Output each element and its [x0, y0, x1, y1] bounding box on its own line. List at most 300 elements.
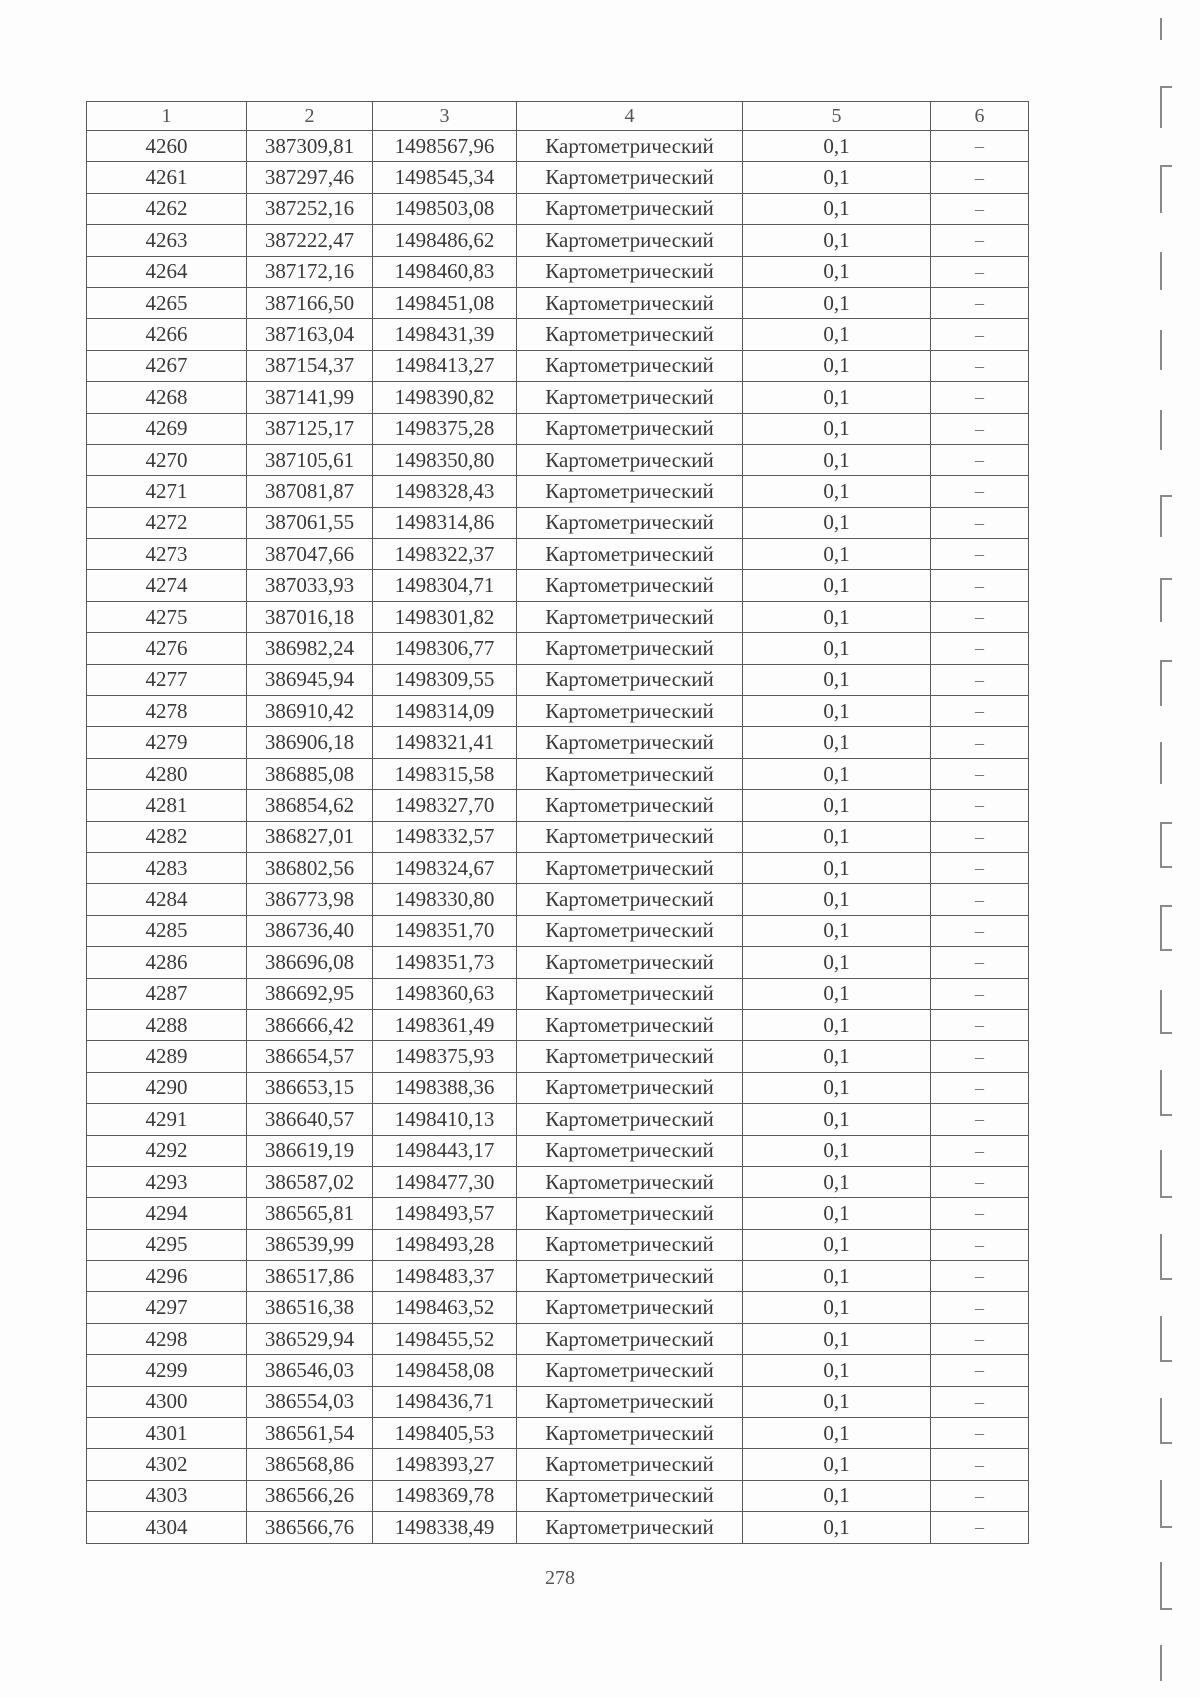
description-cell: –	[931, 444, 1029, 475]
x-coordinate-cell: 386539,99	[247, 1229, 373, 1260]
x-coordinate-cell: 386982,24	[247, 633, 373, 664]
method-cell: Картометрический	[517, 727, 743, 758]
table-row	[87, 1449, 1029, 1480]
table-row	[87, 633, 1029, 664]
accuracy-cell: 0,1	[743, 382, 931, 413]
point-number-cell: 4291	[87, 1104, 247, 1135]
column-header-3: 3	[373, 102, 517, 131]
accuracy-cell: 0,1	[743, 256, 931, 287]
point-number-cell: 4297	[87, 1292, 247, 1323]
method-cell: Картометрический	[517, 601, 743, 632]
y-coordinate-cell: 1498301,82	[373, 601, 517, 632]
y-coordinate-cell: 1498375,93	[373, 1041, 517, 1072]
y-coordinate-cell: 1498351,73	[373, 947, 517, 978]
description-cell: –	[931, 601, 1029, 632]
point-number-cell: 4298	[87, 1323, 247, 1354]
method-cell: Картометрический	[517, 507, 743, 538]
column-header-5: 5	[743, 102, 931, 131]
table-row	[87, 1261, 1029, 1292]
y-coordinate-cell: 1498322,37	[373, 539, 517, 570]
method-cell: Картометрический	[517, 570, 743, 601]
x-coordinate-cell: 386561,54	[247, 1418, 373, 1449]
method-cell: Картометрический	[517, 1261, 743, 1292]
point-number-cell: 4270	[87, 444, 247, 475]
description-cell: –	[931, 507, 1029, 538]
accuracy-cell: 0,1	[743, 1480, 931, 1511]
binding-mark	[1160, 1234, 1172, 1280]
point-number-cell: 4296	[87, 1261, 247, 1292]
method-cell: Картометрический	[517, 633, 743, 664]
y-coordinate-cell: 1498393,27	[373, 1449, 517, 1480]
accuracy-cell: 0,1	[743, 287, 931, 318]
method-cell: Картометрический	[517, 382, 743, 413]
x-coordinate-cell: 386802,56	[247, 852, 373, 883]
description-cell: –	[931, 1041, 1029, 1072]
accuracy-cell: 0,1	[743, 1166, 931, 1197]
y-coordinate-cell: 1498314,86	[373, 507, 517, 538]
method-cell: Картометрический	[517, 1512, 743, 1543]
method-cell: Картометрический	[517, 131, 743, 162]
accuracy-cell: 0,1	[743, 193, 931, 224]
accuracy-cell: 0,1	[743, 1135, 931, 1166]
method-cell: Картометрический	[517, 1104, 743, 1135]
description-cell: –	[931, 884, 1029, 915]
y-coordinate-cell: 1498390,82	[373, 382, 517, 413]
table-row	[87, 444, 1029, 475]
method-cell: Картометрический	[517, 1449, 743, 1480]
method-cell: Картометрический	[517, 821, 743, 852]
table-row	[87, 162, 1029, 193]
point-number-cell: 4300	[87, 1386, 247, 1417]
table-row	[87, 1386, 1029, 1417]
method-cell: Картометрический	[517, 1480, 743, 1511]
point-number-cell: 4266	[87, 319, 247, 350]
description-cell: –	[931, 570, 1029, 601]
y-coordinate-cell: 1498315,58	[373, 758, 517, 789]
table-row	[87, 696, 1029, 727]
table-row	[87, 1355, 1029, 1386]
y-coordinate-cell: 1498567,96	[373, 131, 517, 162]
description-cell: –	[931, 1418, 1029, 1449]
accuracy-cell: 0,1	[743, 1512, 931, 1543]
accuracy-cell: 0,1	[743, 1323, 931, 1354]
description-cell: –	[931, 978, 1029, 1009]
table-row	[87, 915, 1029, 946]
y-coordinate-cell: 1498431,39	[373, 319, 517, 350]
point-number-cell: 4304	[87, 1512, 247, 1543]
x-coordinate-cell: 387252,16	[247, 193, 373, 224]
y-coordinate-cell: 1498388,36	[373, 1072, 517, 1103]
description-cell: –	[931, 758, 1029, 789]
point-number-cell: 4269	[87, 413, 247, 444]
y-coordinate-cell: 1498369,78	[373, 1480, 517, 1511]
y-coordinate-cell: 1498460,83	[373, 256, 517, 287]
point-number-cell: 4280	[87, 758, 247, 789]
description-cell: –	[931, 1292, 1029, 1323]
point-number-cell: 4301	[87, 1418, 247, 1449]
y-coordinate-cell: 1498545,34	[373, 162, 517, 193]
method-cell: Картометрический	[517, 1292, 743, 1323]
accuracy-cell: 0,1	[743, 350, 931, 381]
x-coordinate-cell: 386546,03	[247, 1355, 373, 1386]
x-coordinate-cell: 386529,94	[247, 1323, 373, 1354]
description-cell: –	[931, 633, 1029, 664]
x-coordinate-cell: 387172,16	[247, 256, 373, 287]
binding-mark	[1160, 330, 1172, 370]
binding-mark	[1160, 905, 1172, 951]
y-coordinate-cell: 1498332,57	[373, 821, 517, 852]
description-cell: –	[931, 1104, 1029, 1135]
y-coordinate-cell: 1498443,17	[373, 1135, 517, 1166]
point-number-cell: 4275	[87, 601, 247, 632]
accuracy-cell: 0,1	[743, 1261, 931, 1292]
y-coordinate-cell: 1498451,08	[373, 287, 517, 318]
accuracy-cell: 0,1	[743, 539, 931, 570]
method-cell: Картометрический	[517, 1072, 743, 1103]
method-cell: Картометрический	[517, 256, 743, 287]
accuracy-cell: 0,1	[743, 1072, 931, 1103]
y-coordinate-cell: 1498351,70	[373, 915, 517, 946]
description-cell: –	[931, 696, 1029, 727]
description-cell: –	[931, 790, 1029, 821]
table-row	[87, 1104, 1029, 1135]
accuracy-cell: 0,1	[743, 162, 931, 193]
table-row	[87, 1480, 1029, 1511]
table-row	[87, 727, 1029, 758]
binding-mark	[1160, 1150, 1172, 1198]
table-row	[87, 1418, 1029, 1449]
accuracy-cell: 0,1	[743, 1292, 931, 1323]
y-coordinate-cell: 1498458,08	[373, 1355, 517, 1386]
method-cell: Картометрический	[517, 287, 743, 318]
table-row	[87, 790, 1029, 821]
point-number-cell: 4282	[87, 821, 247, 852]
x-coordinate-cell: 386517,86	[247, 1261, 373, 1292]
y-coordinate-cell: 1498304,71	[373, 570, 517, 601]
method-cell: Картометрический	[517, 1418, 743, 1449]
description-cell: –	[931, 256, 1029, 287]
x-coordinate-cell: 387166,50	[247, 287, 373, 318]
column-header-4: 4	[517, 102, 743, 131]
accuracy-cell: 0,1	[743, 884, 931, 915]
point-number-cell: 4274	[87, 570, 247, 601]
point-number-cell: 4276	[87, 633, 247, 664]
description-cell: –	[931, 382, 1029, 413]
table-row	[87, 852, 1029, 883]
point-number-cell: 4271	[87, 476, 247, 507]
accuracy-cell: 0,1	[743, 413, 931, 444]
point-number-cell: 4294	[87, 1198, 247, 1229]
description-cell: –	[931, 1166, 1029, 1197]
x-coordinate-cell: 386854,62	[247, 790, 373, 821]
x-coordinate-cell: 386619,19	[247, 1135, 373, 1166]
description-cell: –	[931, 1355, 1029, 1386]
point-number-cell: 4272	[87, 507, 247, 538]
table-row	[87, 664, 1029, 695]
point-number-cell: 4260	[87, 131, 247, 162]
binding-mark	[1160, 1316, 1172, 1362]
description-cell: –	[931, 1229, 1029, 1260]
binding-edge	[1140, 0, 1200, 1698]
binding-mark	[1160, 165, 1172, 213]
x-coordinate-cell: 386554,03	[247, 1386, 373, 1417]
y-coordinate-cell: 1498361,49	[373, 1009, 517, 1040]
accuracy-cell: 0,1	[743, 225, 931, 256]
accuracy-cell: 0,1	[743, 727, 931, 758]
point-number-cell: 4292	[87, 1135, 247, 1166]
point-number-cell: 4268	[87, 382, 247, 413]
method-cell: Картометрический	[517, 978, 743, 1009]
y-coordinate-cell: 1498483,37	[373, 1261, 517, 1292]
x-coordinate-cell: 386568,86	[247, 1449, 373, 1480]
description-cell: –	[931, 1198, 1029, 1229]
description-cell: –	[931, 947, 1029, 978]
binding-mark	[1160, 18, 1172, 40]
accuracy-cell: 0,1	[743, 131, 931, 162]
accuracy-cell: 0,1	[743, 1386, 931, 1417]
method-cell: Картометрический	[517, 884, 743, 915]
point-number-cell: 4264	[87, 256, 247, 287]
x-coordinate-cell: 386666,42	[247, 1009, 373, 1040]
accuracy-cell: 0,1	[743, 476, 931, 507]
y-coordinate-cell: 1498324,67	[373, 852, 517, 883]
description-cell: –	[931, 539, 1029, 570]
point-number-cell: 4273	[87, 539, 247, 570]
description-cell: –	[931, 193, 1029, 224]
binding-mark	[1160, 578, 1172, 622]
x-coordinate-cell: 387154,37	[247, 350, 373, 381]
x-coordinate-cell: 386640,57	[247, 1104, 373, 1135]
method-cell: Картометрический	[517, 852, 743, 883]
x-coordinate-cell: 386696,08	[247, 947, 373, 978]
binding-mark	[1160, 822, 1172, 868]
binding-mark	[1160, 990, 1172, 1034]
method-cell: Картометрический	[517, 1323, 743, 1354]
description-cell: –	[931, 225, 1029, 256]
description-cell: –	[931, 1009, 1029, 1040]
description-cell: –	[931, 1261, 1029, 1292]
method-cell: Картометрический	[517, 1135, 743, 1166]
x-coordinate-cell: 387016,18	[247, 601, 373, 632]
accuracy-cell: 0,1	[743, 852, 931, 883]
method-cell: Картометрический	[517, 1355, 743, 1386]
binding-mark	[1160, 410, 1172, 450]
table-row	[87, 1198, 1029, 1229]
point-number-cell: 4286	[87, 947, 247, 978]
table-header	[87, 102, 1029, 131]
point-number-cell: 4261	[87, 162, 247, 193]
coordinates-table	[86, 101, 1029, 1544]
point-number-cell: 4267	[87, 350, 247, 381]
method-cell: Картометрический	[517, 1229, 743, 1260]
point-number-cell: 4303	[87, 1480, 247, 1511]
table-row	[87, 758, 1029, 789]
table-row	[87, 978, 1029, 1009]
table-row	[87, 131, 1029, 162]
description-cell: –	[931, 915, 1029, 946]
x-coordinate-cell: 387163,04	[247, 319, 373, 350]
binding-mark	[1160, 495, 1172, 537]
y-coordinate-cell: 1498327,70	[373, 790, 517, 821]
method-cell: Картометрический	[517, 539, 743, 570]
table-row	[87, 1072, 1029, 1103]
table-row	[87, 287, 1029, 318]
method-cell: Картометрический	[517, 1198, 743, 1229]
column-header-1: 1	[87, 102, 247, 131]
point-number-cell: 4290	[87, 1072, 247, 1103]
accuracy-cell: 0,1	[743, 444, 931, 475]
method-cell: Картометрический	[517, 947, 743, 978]
accuracy-cell: 0,1	[743, 507, 931, 538]
accuracy-cell: 0,1	[743, 758, 931, 789]
accuracy-cell: 0,1	[743, 570, 931, 601]
description-cell: –	[931, 319, 1029, 350]
point-number-cell: 4263	[87, 225, 247, 256]
table-row	[87, 1323, 1029, 1354]
y-coordinate-cell: 1498503,08	[373, 193, 517, 224]
y-coordinate-cell: 1498477,30	[373, 1166, 517, 1197]
x-coordinate-cell: 387081,87	[247, 476, 373, 507]
x-coordinate-cell: 386692,95	[247, 978, 373, 1009]
table-row	[87, 1135, 1029, 1166]
x-coordinate-cell: 387297,46	[247, 162, 373, 193]
description-cell: –	[931, 1449, 1029, 1480]
table-row	[87, 947, 1029, 978]
x-coordinate-cell: 386885,08	[247, 758, 373, 789]
description-cell: –	[931, 1323, 1029, 1354]
y-coordinate-cell: 1498360,63	[373, 978, 517, 1009]
y-coordinate-cell: 1498309,55	[373, 664, 517, 695]
table-row	[87, 350, 1029, 381]
table-row	[87, 1512, 1029, 1543]
table-row	[87, 1041, 1029, 1072]
point-number-cell: 4283	[87, 852, 247, 883]
header-row	[87, 102, 1029, 131]
accuracy-cell: 0,1	[743, 1418, 931, 1449]
method-cell: Картометрический	[517, 1041, 743, 1072]
y-coordinate-cell: 1498493,57	[373, 1198, 517, 1229]
binding-mark	[1160, 1562, 1172, 1610]
y-coordinate-cell: 1498405,53	[373, 1418, 517, 1449]
description-cell: –	[931, 162, 1029, 193]
table-row	[87, 507, 1029, 538]
x-coordinate-cell: 386516,38	[247, 1292, 373, 1323]
method-cell: Картометрический	[517, 319, 743, 350]
table-row	[87, 821, 1029, 852]
method-cell: Картометрический	[517, 664, 743, 695]
point-number-cell: 4295	[87, 1229, 247, 1260]
table-row	[87, 570, 1029, 601]
table-row	[87, 319, 1029, 350]
binding-mark	[1160, 1398, 1172, 1444]
y-coordinate-cell: 1498410,13	[373, 1104, 517, 1135]
point-number-cell: 4289	[87, 1041, 247, 1072]
method-cell: Картометрический	[517, 915, 743, 946]
method-cell: Картометрический	[517, 413, 743, 444]
point-number-cell: 4262	[87, 193, 247, 224]
accuracy-cell: 0,1	[743, 1449, 931, 1480]
binding-mark	[1160, 742, 1172, 784]
method-cell: Картометрический	[517, 1386, 743, 1417]
accuracy-cell: 0,1	[743, 319, 931, 350]
x-coordinate-cell: 386736,40	[247, 915, 373, 946]
x-coordinate-cell: 386827,01	[247, 821, 373, 852]
binding-mark	[1160, 1645, 1172, 1681]
description-cell: –	[931, 413, 1029, 444]
x-coordinate-cell: 387061,55	[247, 507, 373, 538]
accuracy-cell: 0,1	[743, 1355, 931, 1386]
description-cell: –	[931, 131, 1029, 162]
method-cell: Картометрический	[517, 193, 743, 224]
y-coordinate-cell: 1498455,52	[373, 1323, 517, 1354]
table-row	[87, 256, 1029, 287]
description-cell: –	[931, 1135, 1029, 1166]
x-coordinate-cell: 386565,81	[247, 1198, 373, 1229]
point-number-cell: 4287	[87, 978, 247, 1009]
method-cell: Картометрический	[517, 225, 743, 256]
method-cell: Картометрический	[517, 758, 743, 789]
y-coordinate-cell: 1498436,71	[373, 1386, 517, 1417]
table-row	[87, 1292, 1029, 1323]
binding-mark	[1160, 1480, 1172, 1528]
accuracy-cell: 0,1	[743, 601, 931, 632]
point-number-cell: 4302	[87, 1449, 247, 1480]
description-cell: –	[931, 727, 1029, 758]
description-cell: –	[931, 852, 1029, 883]
y-coordinate-cell: 1498330,80	[373, 884, 517, 915]
point-number-cell: 4265	[87, 287, 247, 318]
table-row	[87, 382, 1029, 413]
y-coordinate-cell: 1498486,62	[373, 225, 517, 256]
x-coordinate-cell: 386587,02	[247, 1166, 373, 1197]
point-number-cell: 4284	[87, 884, 247, 915]
binding-mark	[1160, 252, 1172, 290]
column-header-6: 6	[931, 102, 1029, 131]
method-cell: Картометрический	[517, 1166, 743, 1197]
y-coordinate-cell: 1498350,80	[373, 444, 517, 475]
description-cell: –	[931, 1386, 1029, 1417]
table-row	[87, 539, 1029, 570]
table-row	[87, 601, 1029, 632]
binding-mark	[1160, 86, 1172, 128]
accuracy-cell: 0,1	[743, 696, 931, 727]
table-row	[87, 413, 1029, 444]
table-row	[87, 1229, 1029, 1260]
y-coordinate-cell: 1498328,43	[373, 476, 517, 507]
point-number-cell: 4299	[87, 1355, 247, 1386]
x-coordinate-cell: 386566,26	[247, 1480, 373, 1511]
y-coordinate-cell: 1498306,77	[373, 633, 517, 664]
x-coordinate-cell: 387033,93	[247, 570, 373, 601]
description-cell: –	[931, 1512, 1029, 1543]
method-cell: Картометрический	[517, 790, 743, 821]
x-coordinate-cell: 387309,81	[247, 131, 373, 162]
method-cell: Картометрический	[517, 444, 743, 475]
x-coordinate-cell: 387141,99	[247, 382, 373, 413]
point-number-cell: 4288	[87, 1009, 247, 1040]
x-coordinate-cell: 386773,98	[247, 884, 373, 915]
description-cell: –	[931, 1480, 1029, 1511]
method-cell: Картометрический	[517, 350, 743, 381]
y-coordinate-cell: 1498463,52	[373, 1292, 517, 1323]
point-number-cell: 4279	[87, 727, 247, 758]
y-coordinate-cell: 1498413,27	[373, 350, 517, 381]
table-row	[87, 193, 1029, 224]
method-cell: Картометрический	[517, 696, 743, 727]
point-number-cell: 4281	[87, 790, 247, 821]
description-cell: –	[931, 350, 1029, 381]
table-row	[87, 225, 1029, 256]
